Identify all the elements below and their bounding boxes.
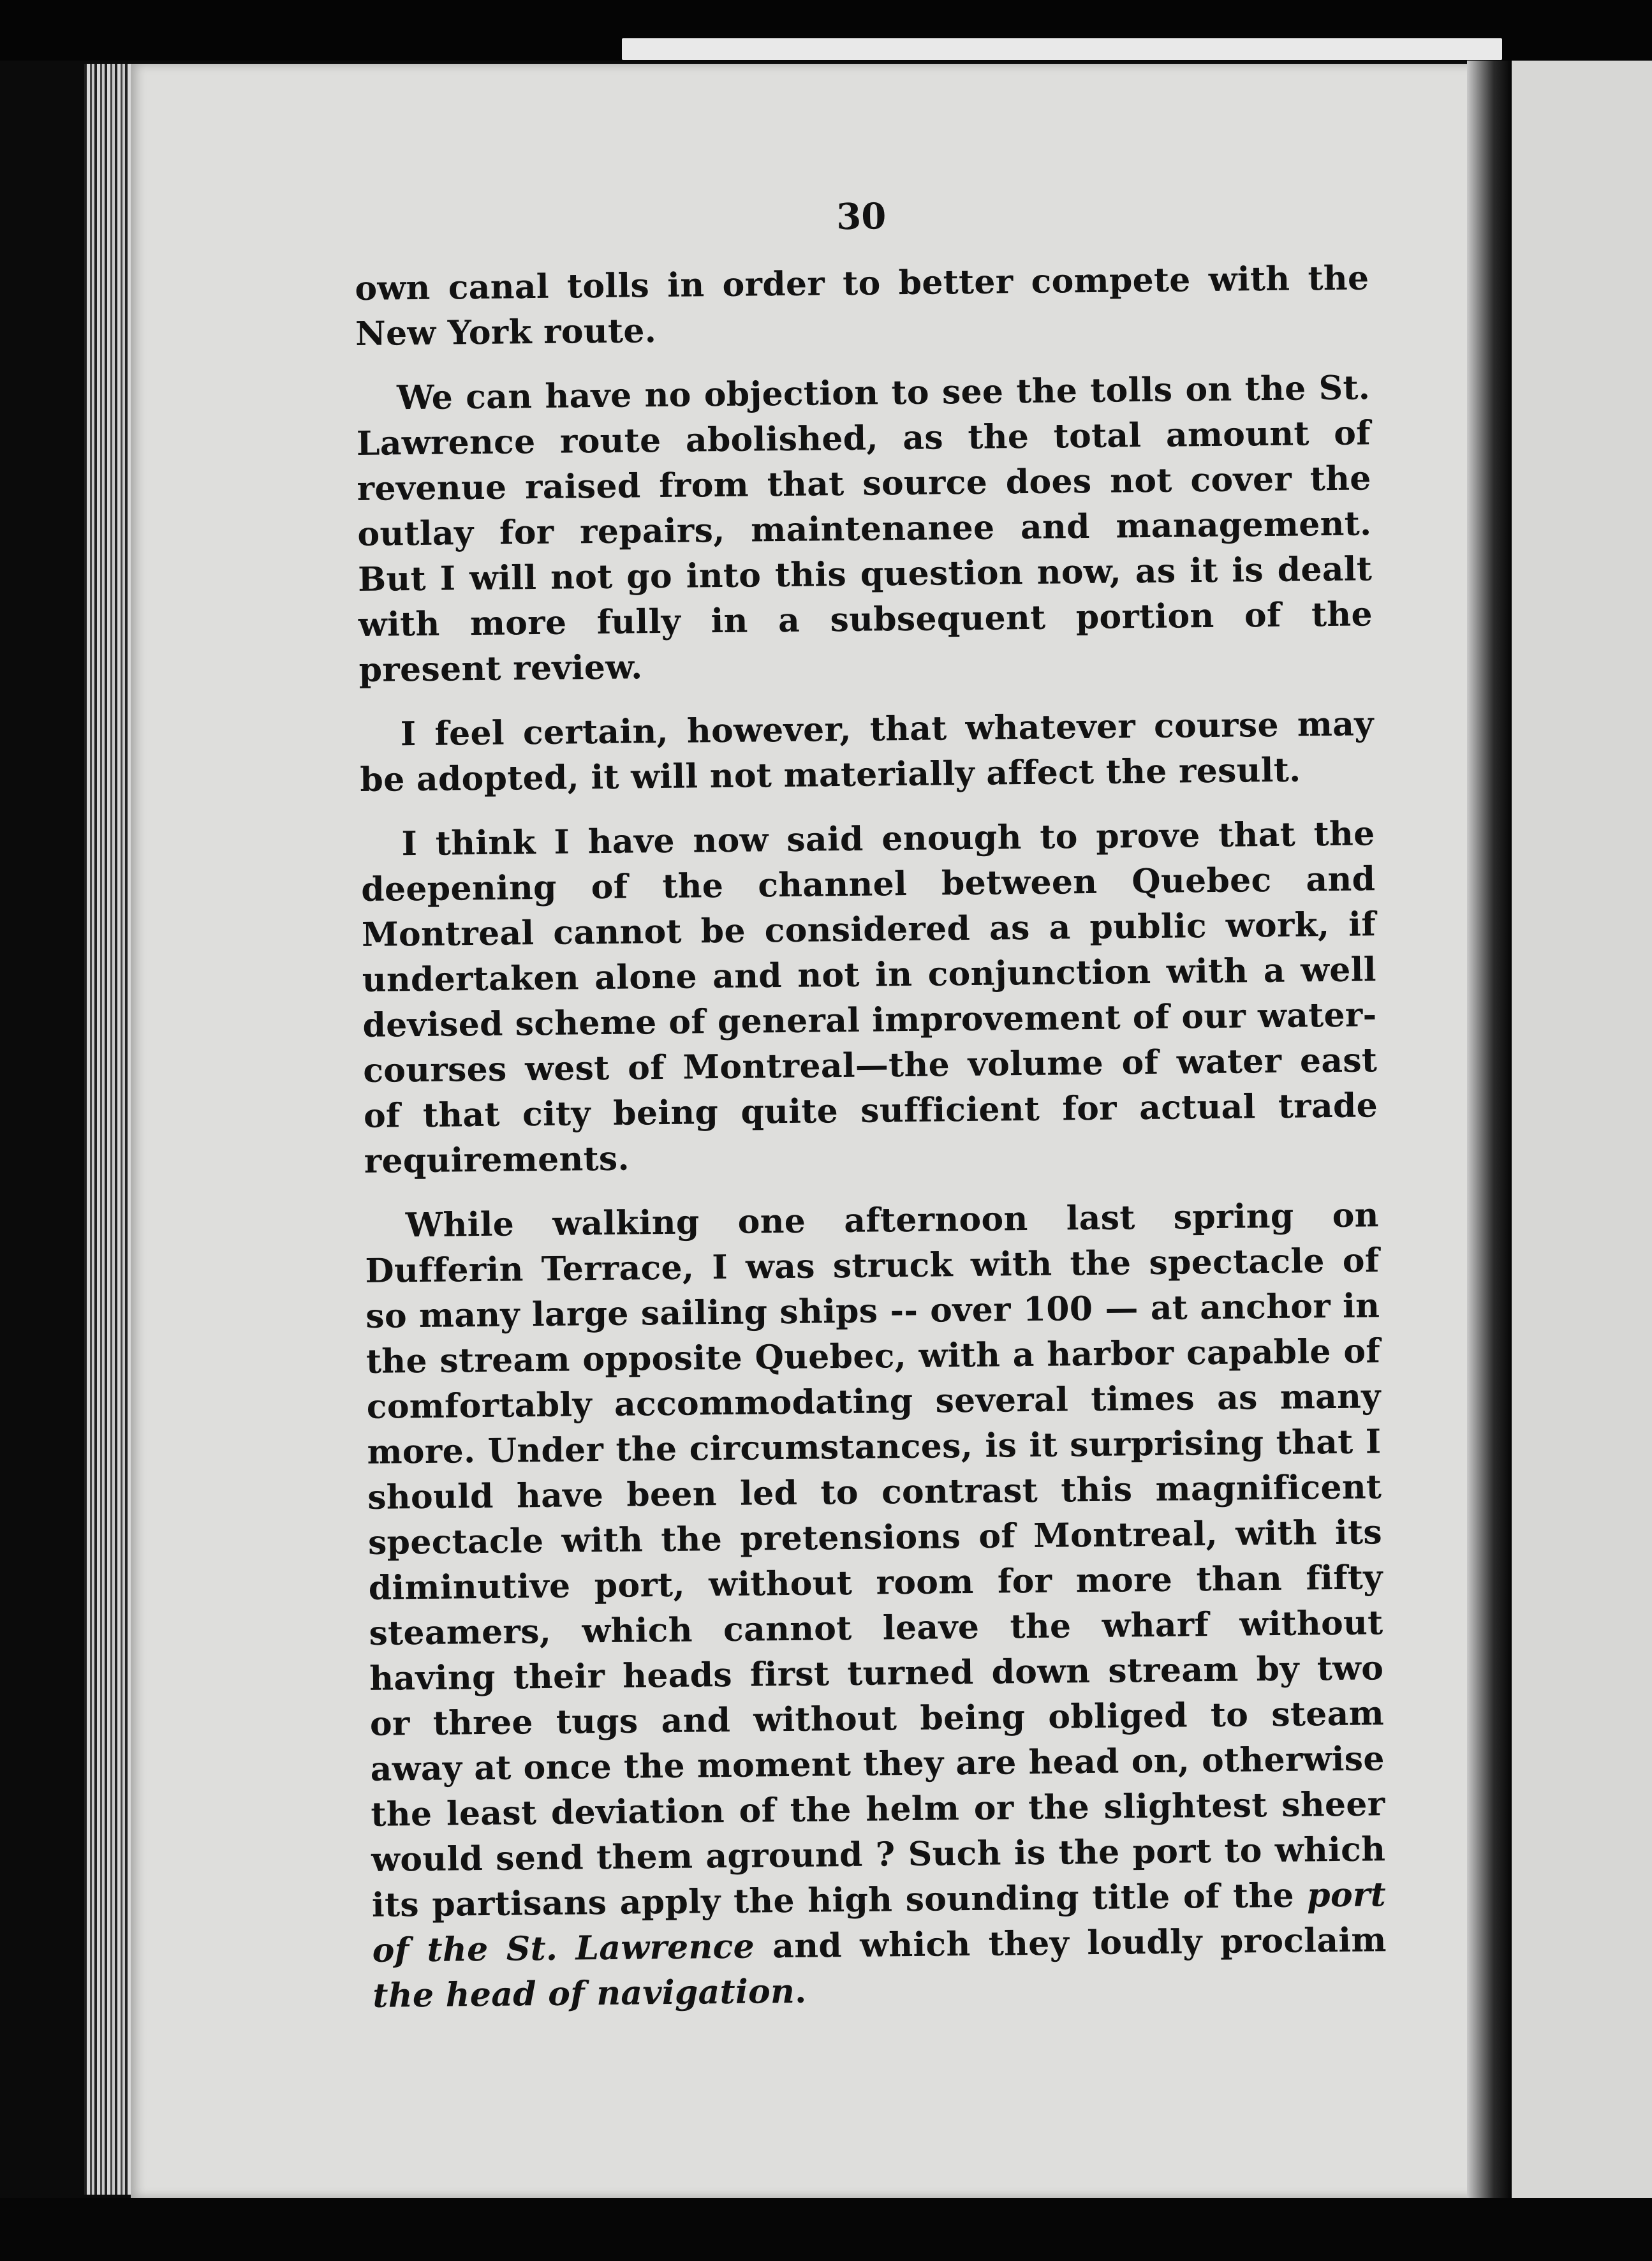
- page-top-edge: [622, 38, 1502, 60]
- paragraph-4: I think I have now said enough to prove that the deepening of the channel between Quebec and Montreal cannot be considered as a public work, if undertaken alone and not in conjunction with a well devised scheme of general improvement of our water-courses west of Montreal—the volume of water east of that city being quite sufficient for actual trade requirements.: [360, 814, 1378, 1181]
- italic-head-of-navigation: the head of navigation: [372, 1971, 795, 2015]
- book-gutter: [1467, 61, 1512, 2204]
- paragraph-3: I feel certain, however, that whatever course may be adopted, it will not materially affect the result.: [360, 704, 1374, 799]
- page-number: 30: [836, 195, 887, 239]
- italic-port-of-st-lawrence: port of the St. Lawrence: [372, 1875, 1387, 1970]
- page-text: [354, 190, 1387, 2037]
- paragraph-2: We can have no objection to see the tolls on the St. Lawrence route abolished, as the total amount of revenue raised from that source does not cover the outlay for repairs, maintenanee and management. But I will not go into this question now, as it is dealt with more fully in a subsequent portion of the present review.: [356, 368, 1373, 690]
- paragraph-5: [364, 1192, 1387, 2019]
- paragraph-5-mid: and which they loudly proclaim: [772, 1920, 1387, 1966]
- facing-page: [1512, 61, 1652, 2201]
- scan-frame-bottom: [0, 2198, 1652, 2261]
- paragraph-5-main: While walking one afternoon last spring on Dufferin Terrace, I was struck with the spectacle of so many large sailing ships -- over 100 — at anchor in the stream opposite Quebec, with a harbor capable of comfortably accommodating several times as many more. Under the circumstances, is it surprising that I should have been led to contrast this magnificent spectacle with the pretensions of Montreal, with its diminutive port, without room for more than fifty steamers, which cannot leave the wharf without having their heads first turned down stream by two or three tugs and without being obliged to steam away at once the moment they are head on, otherwise the least deviation of the helm or the slightest sheer would send them aground ? Such is the port to which its partisans apply the high sounding title of the: [365, 1196, 1386, 1925]
- paragraph-1: own canal tolls in order to better compete with the New York route.: [355, 258, 1369, 353]
- paragraph-5-end: .: [794, 1971, 807, 2011]
- book-page-edges: [84, 64, 135, 2195]
